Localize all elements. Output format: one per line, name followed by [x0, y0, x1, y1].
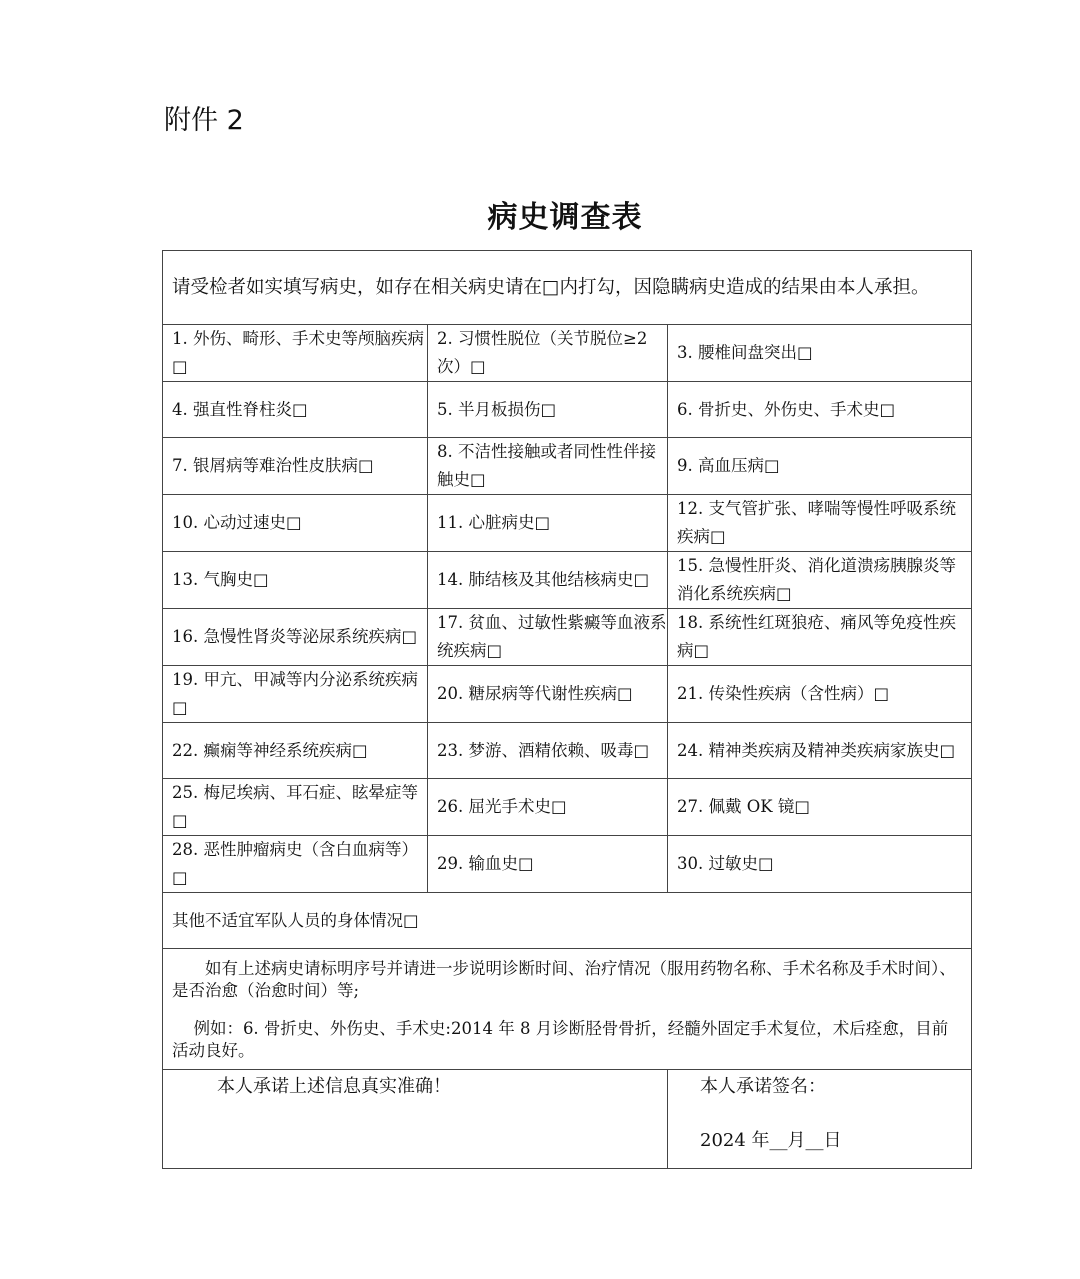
history-item[interactable]: 26. 屈光手术史□: [428, 779, 668, 836]
promise-statement: 本人承诺上述信息真实准确！: [163, 1070, 668, 1169]
history-item[interactable]: 15. 急慢性肝炎、消化道溃疡胰腺炎等消化系统疾病□: [668, 552, 972, 609]
history-item[interactable]: 9. 高血压病□: [668, 438, 972, 495]
history-item[interactable]: 7. 银屑病等难治性皮肤病□: [163, 438, 428, 495]
attachment-label: 附件 2: [164, 105, 244, 136]
history-item[interactable]: 30. 过敏史□: [668, 836, 972, 893]
history-item[interactable]: 25. 梅尼埃病、耳石症、眩晕症等□: [163, 779, 428, 836]
history-item[interactable]: 1. 外伤、畸形、手术史等颅脑疾病□: [163, 325, 428, 382]
history-item[interactable]: 23. 梦游、酒精依赖、吸毒□: [428, 723, 668, 779]
history-item[interactable]: 14. 肺结核及其他结核病史□: [428, 552, 668, 609]
explanation-field[interactable]: [163, 949, 972, 1070]
history-item[interactable]: 16. 急慢性肾炎等泌尿系统疾病□: [163, 609, 428, 666]
history-item[interactable]: 18. 系统性红斑狼疮、痛风等免疫性疾病□: [668, 609, 972, 666]
history-item[interactable]: 8. 不洁性接触或者同性性伴接触史□: [428, 438, 668, 495]
history-item[interactable]: 28. 恶性肿瘤病史（含白血病等）□: [163, 836, 428, 893]
explanation-text: 如有上述病史请标明序号并请进一步说明诊断时间、治疗情况（服用药物名称、手术名称及手术时间）、是否治愈（治愈时间）等;: [172, 959, 956, 1000]
history-item[interactable]: 19. 甲亢、甲减等内分泌系统疾病□: [163, 666, 428, 723]
history-item[interactable]: 27. 佩戴 OK 镜□: [668, 779, 972, 836]
history-item[interactable]: 3. 腰椎间盘突出□: [668, 325, 972, 382]
signature-field[interactable]: [668, 1070, 972, 1169]
other-condition-item[interactable]: 其他不适宜军队人员的身体情况□: [163, 893, 972, 949]
history-item[interactable]: 20. 糖尿病等代谢性疾病□: [428, 666, 668, 723]
history-item[interactable]: 22. 癫痫等神经系统疾病□: [163, 723, 428, 779]
history-item[interactable]: 5. 半月板损伤□: [428, 382, 668, 438]
history-item[interactable]: 29. 输血史□: [428, 836, 668, 893]
history-item[interactable]: 10. 心动过速史□: [163, 495, 428, 552]
history-item[interactable]: 12. 支气管扩张、哮喘等慢性呼吸系统疾病□: [668, 495, 972, 552]
signature-label: 本人承诺签名：: [700, 1076, 826, 1097]
history-item[interactable]: 6. 骨折史、外伤史、手术史□: [668, 382, 972, 438]
history-item[interactable]: 17. 贫血、过敏性紫癜等血液系统疾病□: [428, 609, 668, 666]
instruction-text: 请受检者如实填写病史，如存在相关病史请在□内打勾，因隐瞒病史造成的结果由本人承担。: [163, 251, 972, 325]
example-text: 例如：6. 骨折史、外伤史、手术史:2014 年 8 月诊断胫骨骨折，经髓外固定手术复位，术后痊愈，目前活动良好。: [172, 1019, 949, 1060]
history-item[interactable]: 11. 心脏病史□: [428, 495, 668, 552]
page-title: 病史调查表: [487, 200, 643, 235]
medical-history-table: [162, 250, 972, 1169]
history-item[interactable]: 2. 习惯性脱位（关节脱位≥2 次）□: [428, 325, 668, 382]
history-item[interactable]: 13. 气胸史□: [163, 552, 428, 609]
history-item[interactable]: 4. 强直性脊柱炎□: [163, 382, 428, 438]
history-item[interactable]: 24. 精神类疾病及精神类疾病家族史□: [668, 723, 972, 779]
history-item[interactable]: 21. 传染性疾病（含性病）□: [668, 666, 972, 723]
date-line: 2024 年__月__日: [700, 1130, 842, 1151]
